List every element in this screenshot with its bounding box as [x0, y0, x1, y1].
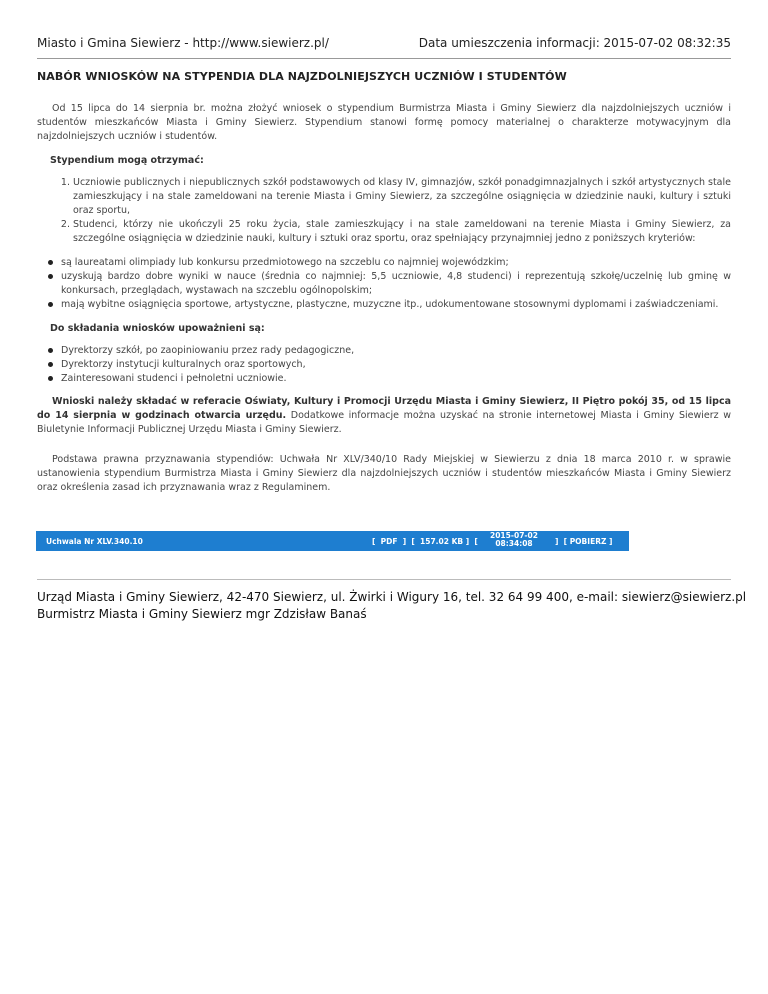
attachment-date-day: 2015-07-02: [490, 531, 538, 540]
article-body: [37, 102, 731, 495]
footer-address: Urząd Miasta i Gminy Siewierz, 42-470 Siewierz, ul. Żwirki i Wigury 16, tel. 32 64 99 400, e-mail: siewierz@siewierz.pl: [37, 590, 747, 604]
legal-basis-paragraph: Podstawa prawna przyznawania stypendiów: Uchwała Nr XLV/340/10 Rady Miejskiej w Siewierzu z dnia 18 marca 2010 r. w sprawie ustanowienia stypendium Burmistrza Miasta i Gminy Siewierz dla najzdolniejszych uczniów i studentów mieszkańców Miasta i Gminy Siewierz oraz określenia zasad ich przyznawania wraz z Regulaminem.: [37, 454, 731, 493]
authorized-list: [37, 344, 731, 386]
attachment-meta: [ PDF ] [ 157.02 KB ] [: [372, 537, 478, 546]
footer: [37, 589, 746, 623]
intro-paragraph: Od 15 lipca do 14 sierpnia br. można złożyć wniosek o stypendium Burmistrza Miasta i Gminy Siewierz dla najzdolniejszych uczniów i studentów mieszkańców Miasta i Gminy Siewierz. Stypendium stanowi formę pomocy materialnej o charakterze motywacyjnym dla najzdolniejszych uczniów i studentów.: [37, 103, 731, 142]
attachment-bar: [36, 531, 629, 551]
submission-bold-text: Wnioski należy składać w referacie Oświaty, Kultury i Promocji Urzędu Miasta i Gminy Siewierz, II Piętro pokój 35, od 15 lipca do 14 sierpnia w godzinach otwarcia urzędu.: [37, 396, 731, 421]
top-header: [37, 0, 731, 58]
list-item: mają wybitne osiągnięcia sportowe, artystyczne, plastyczne, muzyczne itp., udokumentowane stosownymi dyplomami i zaświadczeniami.: [61, 298, 731, 312]
list-item: Dyrektorzy instytucji kulturalnych oraz sportowych,: [61, 358, 731, 372]
list-item: 1. Uczniowie publicznych i niepublicznych szkół podstawowych od klasy IV, gimnazjów, szkół ponadgimnazjalnych i szkół artystycznych stale zamieszkujący i na stale zameldowani na terenie Miasta i Gminy Siewierz, za szczególne osiągnięcia w dziedzinie nauki, kultury i sztuki oraz sportu,: [73, 176, 731, 218]
submission-paragraph: [37, 395, 731, 437]
submission-text: Dodatkowe informacje można uzyskać na stronie internetowej Miasta i Gminy Siewierz w Biuletynie Informacji Publicznej Urzędu Miasta i Gminy Siewierz.: [37, 410, 731, 435]
download-link[interactable]: ] [ POBIERZ ]: [555, 537, 613, 546]
list-item: Dyrektorzy szkół, po zaopiniowaniu przez rady pedagogiczne,: [61, 344, 731, 358]
publication-date: Data umieszczenia informacji: 2015-07-02 08:32:35: [418, 36, 731, 50]
page-title: NABÓR WNIOSKÓW NA STYPENDIA DLA NAJZDOLNIEJSZYCH UCZNIÓW I STUDENTÓW: [37, 70, 567, 83]
eligible-heading: Stypendium mogą otrzymać:: [50, 155, 204, 166]
eligible-list: [37, 176, 731, 246]
site-link[interactable]: Miasto i Gmina Siewierz - http://www.siewierz.pl/: [37, 36, 329, 50]
list-item: uzyskują bardzo dobre wyniki w nauce (średnia co najmniej: 5,5 uczniowie, 4,8 studenci) i reprezentują szkołę/uczelnię lub gminę w konkursach, przeglądach, wystawach na szczeblu ogólnopolskim;: [61, 271, 731, 296]
list-item: są laureatami olimpiady lub konkursu przedmiotowego na szczeblu co najmniej wojewódzkim;: [61, 256, 731, 270]
attachment-name[interactable]: Uchwala Nr XLV.340.10: [46, 537, 143, 546]
list-item: Zainteresowani studenci i pełnoletni uczniowie.: [61, 372, 731, 386]
header-divider: [37, 58, 731, 59]
attachment-date: [490, 532, 538, 548]
footer-mayor: Burmistrz Miasta i Gminy Siewierz mgr Zdzisław Banaś: [37, 607, 367, 621]
list-item: 2. Studenci, którzy nie ukończyli 25 roku życia, stale zamieszkujący i na stale zameldowani na terenie Miasta i Gminy Siewierz, za szczególne osiągnięcia w dziedzinie nauki, kultury i sztuki oraz sportu, oraz spełniający przynajmniej jedno z poniższych kryteriów:: [73, 218, 731, 246]
criteria-list: [37, 256, 731, 312]
attachment-date-time: 08:34:08: [495, 539, 533, 548]
footer-divider: [37, 579, 731, 580]
authorized-heading: Do składania wniosków upoważnieni są:: [50, 323, 265, 334]
